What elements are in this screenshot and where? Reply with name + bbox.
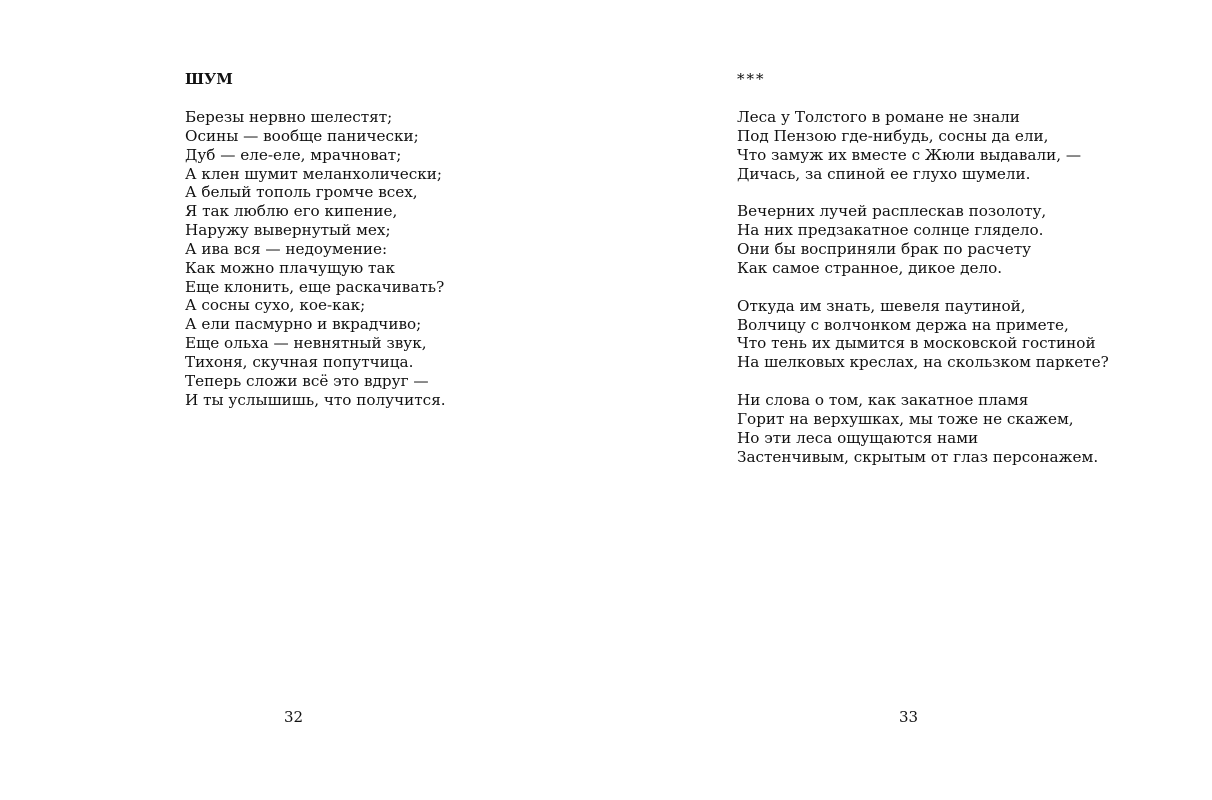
poem-line: Что тень их дымится в московской гостиной <box>737 334 1096 353</box>
poem-line: Откуда им знать, шевеля паутиной, <box>737 296 1026 315</box>
poem-line: Ни слова о том, как закатное пламя <box>737 391 1029 410</box>
poem-line: Но эти леса ощущаются нами <box>737 428 979 447</box>
poem-title: ШУМ <box>185 70 233 88</box>
poem-line: Наружу вывернутый мех; <box>185 221 391 240</box>
poem-line: Волчицу с волчонком держа на примете, <box>737 315 1069 334</box>
page-number: 32 <box>284 708 304 726</box>
poem-untitled <box>737 70 1109 486</box>
poem-line: Еще ольха — невнятный звук, <box>185 334 427 353</box>
stanza <box>185 108 446 410</box>
poem-line: А ели пасмурно и вкрадчиво; <box>185 315 422 334</box>
poem-line: И ты услышишь, что получится. <box>185 390 446 409</box>
poem-line: Дичась, за спиной ее глухо шумели. <box>737 164 1031 183</box>
poem-line: На них предзакатное солнце глядело. <box>737 221 1044 240</box>
poem-heading-asterisks: *** <box>737 70 766 88</box>
poem-line: Они бы восприняли брак по расчету <box>737 240 1032 259</box>
stanza <box>737 202 1109 277</box>
poem-line: А клен шумит меланхолически; <box>185 164 443 183</box>
poem-line: Теперь сложи всё это вдруг — <box>185 371 429 390</box>
poem-line: Как можно плачущую так <box>185 258 396 277</box>
poem-line: На шелковых креслах, на скользком паркете? <box>737 353 1109 372</box>
poem-line: А сосны сухо, кое-как; <box>185 296 366 315</box>
poem-line: Под Пензою где-нибудь, сосны да ели, <box>737 126 1049 145</box>
page-number: 33 <box>899 708 919 726</box>
poem-line: Березы нервно шелестят; <box>185 108 393 126</box>
poem-line: Тихоня, скучная попутчица. <box>185 352 414 371</box>
poem-line: Что замуж их вместе с Жюли выдавали, — <box>737 145 1082 164</box>
poem-shum <box>185 70 446 429</box>
poem-line: Еще клонить, еще раскачивать? <box>185 277 445 296</box>
stanza <box>737 108 1109 183</box>
poem-line: Я так люблю его кипение, <box>185 202 398 221</box>
right-page <box>606 0 1212 800</box>
poem-line: Как самое странное, дикое дело. <box>737 258 1003 277</box>
poem-line: А белый тополь громче всех, <box>185 183 418 202</box>
poem-line: Леса у Толстого в романе не знали <box>737 108 1020 126</box>
poem-line: Горит на верхушках, мы тоже не скажем, <box>737 409 1074 428</box>
poem-line: Застенчивым, скрытым от глаз персонажем. <box>737 447 1099 466</box>
poem-line: А ива вся — недоумение: <box>185 239 388 258</box>
poem-line: Вечерних лучей расплескав позолоту, <box>737 202 1047 221</box>
poem-line: Дуб — еле-еле, мрачноват; <box>185 145 402 164</box>
poem-line: Осины — вообще панически; <box>185 126 419 145</box>
stanza <box>737 297 1109 372</box>
stanza <box>737 391 1109 466</box>
